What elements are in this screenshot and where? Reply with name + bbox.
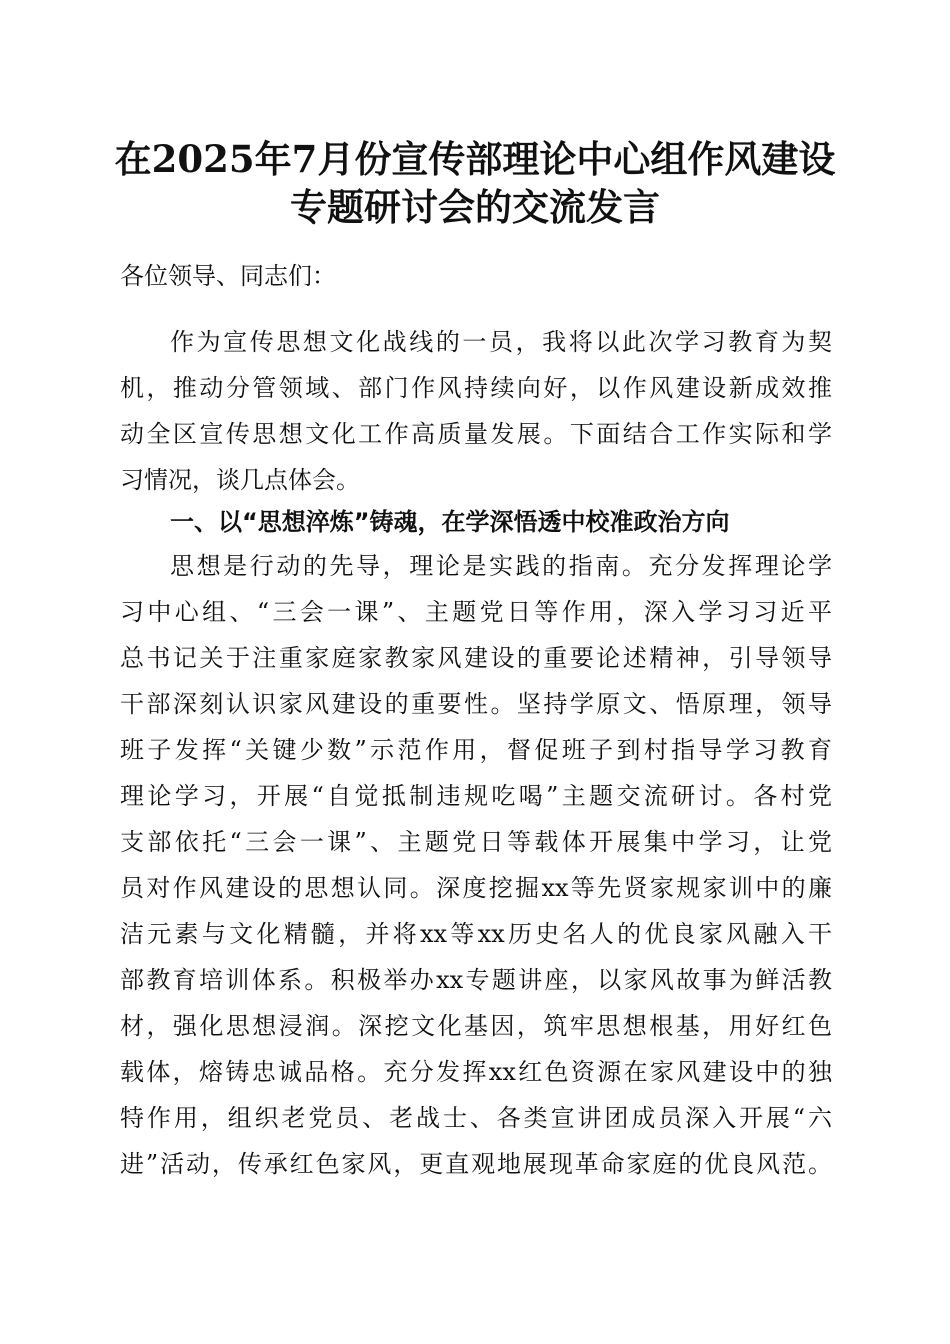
section-line-1: 思想是行动的先导，理论是实践的指南。充分发挥理论学 [170,552,832,580]
document-title-line-1: 在2025年7月份宣传部理论中心组作风建设 [114,137,836,181]
section-line-3: 总书记关于注重家庭家教家风建设的重要论述精神，引导领导 [120,644,832,672]
intro-line-1: 作为宣传思想文化战线的一员，我将以此次学习教育为契 [170,328,832,356]
section-line-5: 班子发挥“关键少数”示范作用，督促班子到村指导学习教育 [120,736,832,764]
salutation: 各位领导、同志们： [120,262,336,290]
section-heading: 一、以“思想淬炼”铸魂，在学深悟透中校准政治方向 [170,508,730,536]
section-line-10: 部教育培训体系。积极举办xx专题讲座，以家风故事为鲜活教 [120,966,832,994]
intro-line-4: 习情况，谈几点体会。 [120,466,360,494]
section-line-8: 员对作风建设的思想认同。深度挖掘xx等先贤家规家训中的廉 [120,874,832,902]
section-line-2: 习中心组、“三会一课”、主题党日等作用，深入学习习近平 [120,598,832,626]
section-line-13: 特作用，组织老党员、老战士、各类宣讲团成员深入开展“六 [120,1104,832,1132]
section-line-6: 理论学习，开展“自觉抵制违规吃喝”主题交流研讨。各村党 [120,782,832,810]
intro-line-2: 机，推动分管领域、部门作风持续向好，以作风建设新成效推 [120,374,832,402]
intro-line-3: 动全区宣传思想文化工作高质量发展。下面结合工作实际和学 [120,420,832,448]
document-title-line-2: 专题研讨会的交流发言 [290,185,660,229]
section-line-4: 干部深刻认识家风建设的重要性。坚持学原文、悟原理，领导 [120,690,832,718]
section-line-7: 支部依托“三会一课”、主题党日等载体开展集中学习，让党 [120,828,832,856]
section-line-12: 载体，熔铸忠诚品格。充分发挥xx红色资源在家风建设中的独 [120,1058,832,1086]
section-line-14: 进”活动，传承红色家风，更直观地展现革命家庭的优良风范。 [120,1150,832,1178]
section-line-11: 材，强化思想浸润。深挖文化基因，筑牢思想根基，用好红色 [120,1012,832,1040]
section-line-9: 洁元素与文化精髓，并将xx等xx历史名人的优良家风融入干 [120,920,832,948]
